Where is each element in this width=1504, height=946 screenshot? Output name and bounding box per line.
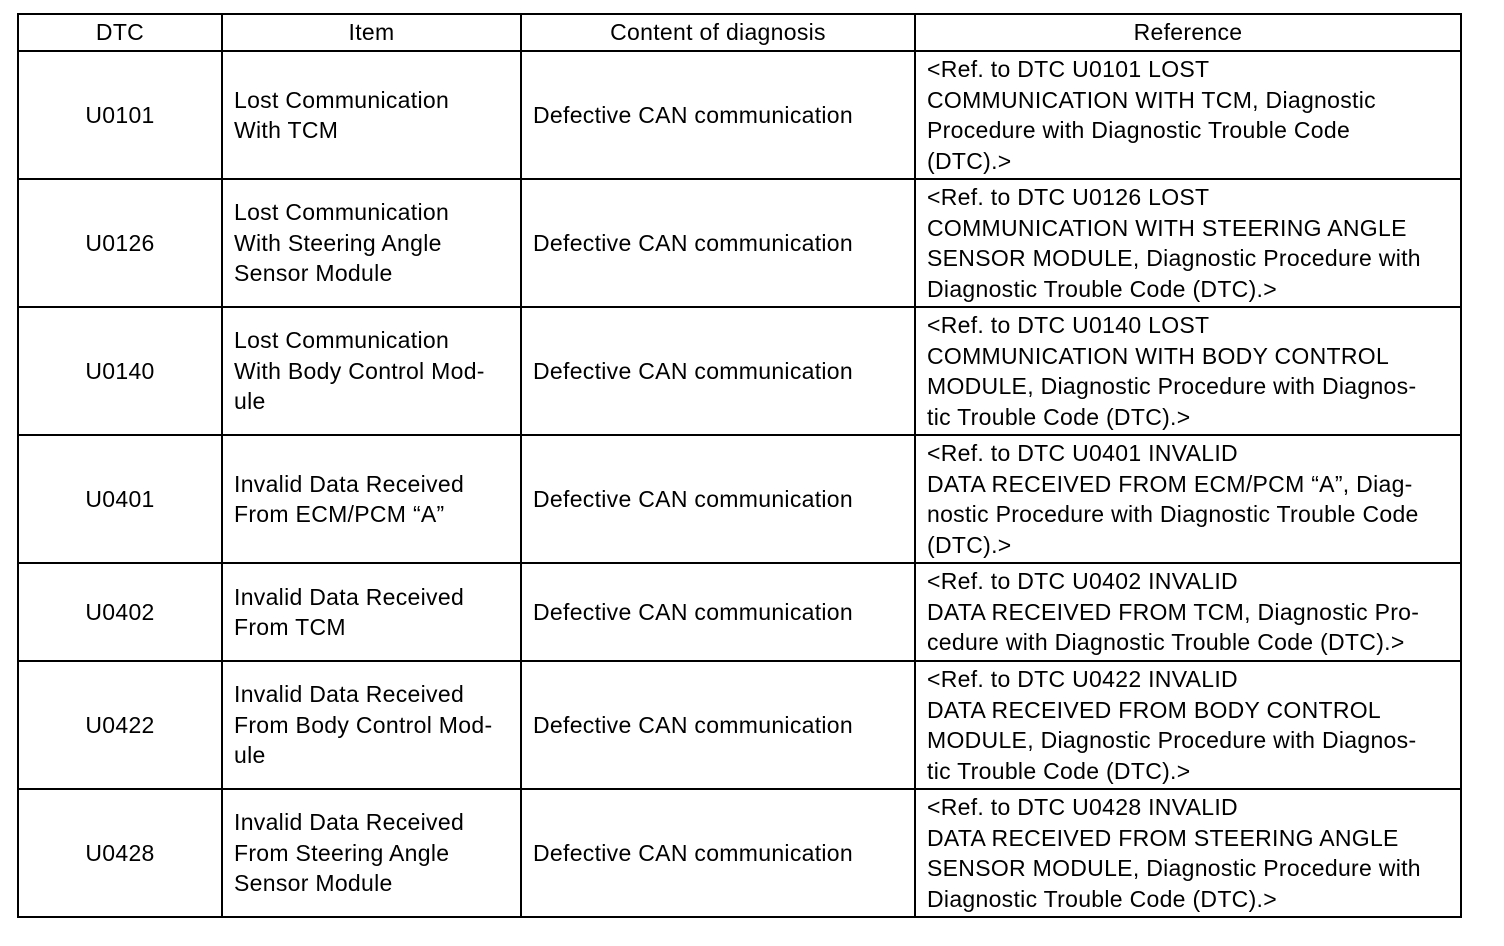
item-cell xyxy=(222,661,521,789)
header-row xyxy=(18,14,1461,51)
table-header xyxy=(18,14,1461,51)
dtc-code: U0101 xyxy=(18,51,222,179)
reference-line: Diagnostic Trouble Code (DTC).> xyxy=(927,885,1277,912)
reference-line: COMMUNICATION WITH BODY CONTROL xyxy=(927,342,1390,369)
reference-cell xyxy=(915,435,1461,563)
reference-line: DATA RECEIVED FROM STEERING ANGLE xyxy=(927,824,1399,851)
reference-line: <Ref. to DTC U0401 INVALID xyxy=(927,440,1238,466)
reference-line: MODULE, Diagnostic Procedure with Diagnos- xyxy=(927,727,1417,753)
dtc-code: U0140 xyxy=(18,307,222,435)
reference-line: <Ref. to DTC U0126 LOST xyxy=(927,184,1210,210)
item-cell xyxy=(222,179,521,307)
reference-cell xyxy=(915,789,1461,917)
reference-line: <Ref. to DTC U0140 LOST xyxy=(927,312,1210,338)
reference-line: Diagnostic Trouble Code (DTC).> xyxy=(927,275,1277,302)
reference-line: DATA RECEIVED FROM BODY CONTROL xyxy=(927,696,1382,723)
header-reference: Reference xyxy=(915,14,1461,51)
table-row xyxy=(18,307,1461,435)
item-line: Invalid Data Received xyxy=(234,681,465,708)
reference-cell xyxy=(915,179,1461,307)
content-cell: Defective CAN communication xyxy=(521,661,915,789)
reference-cell xyxy=(915,661,1461,789)
header-item: Item xyxy=(222,14,521,51)
dtc-code: U0428 xyxy=(18,789,222,917)
reference-line: (DTC).> xyxy=(927,147,1012,174)
dtc-code: U0422 xyxy=(18,661,222,789)
content-cell: Defective CAN communication xyxy=(521,179,915,307)
reference-line: Procedure with Diagnostic Trouble Code xyxy=(927,117,1351,143)
item-line: ule xyxy=(234,388,266,415)
item-line: From Body Control Mod- xyxy=(234,711,493,738)
item-line: Invalid Data Received xyxy=(234,583,465,610)
reference-line: tic Trouble Code (DTC).> xyxy=(927,403,1191,430)
reference-line: cedure with Diagnostic Trouble Code (DTC).> xyxy=(927,629,1405,656)
reference-cell xyxy=(915,51,1461,179)
reference-line: <Ref. to DTC U0428 INVALID xyxy=(927,794,1238,820)
item-line: From TCM xyxy=(234,614,346,640)
item-line: Invalid Data Received xyxy=(234,809,465,836)
table-row xyxy=(18,563,1461,661)
dtc-code: U0402 xyxy=(18,563,222,661)
reference-line: SENSOR MODULE, Diagnostic Procedure with xyxy=(927,245,1421,271)
reference-line: COMMUNICATION WITH TCM, Diagnostic xyxy=(927,86,1376,113)
item-line: ule xyxy=(234,742,266,769)
table-row xyxy=(18,661,1461,789)
item-line: Sensor Module xyxy=(234,870,393,897)
content-cell: Defective CAN communication xyxy=(521,563,915,661)
header-content: Content of diagnosis xyxy=(521,14,915,51)
table-body xyxy=(18,51,1461,917)
reference-line: COMMUNICATION WITH STEERING ANGLE xyxy=(927,214,1407,241)
item-cell xyxy=(222,435,521,563)
item-line: With Body Control Mod- xyxy=(234,357,485,384)
table-row xyxy=(18,51,1461,179)
reference-line: MODULE, Diagnostic Procedure with Diagnos- xyxy=(927,373,1417,399)
reference-cell xyxy=(915,563,1461,661)
item-line: Lost Communication xyxy=(234,327,450,354)
reference-line: <Ref. to DTC U0422 INVALID xyxy=(927,666,1238,692)
item-cell xyxy=(222,51,521,179)
table-row xyxy=(18,179,1461,307)
table-row xyxy=(18,789,1461,917)
item-line: Lost Communication xyxy=(234,86,450,113)
dtc-table xyxy=(17,13,1462,918)
content-cell: Defective CAN communication xyxy=(521,307,915,435)
header-dtc: DTC xyxy=(18,14,222,51)
reference-cell xyxy=(915,307,1461,435)
item-line: From Steering Angle xyxy=(234,839,450,866)
dtc-code: U0401 xyxy=(18,435,222,563)
item-cell xyxy=(222,563,521,661)
item-cell xyxy=(222,789,521,917)
content-cell: Defective CAN communication xyxy=(521,435,915,563)
reference-line: DATA RECEIVED FROM TCM, Diagnostic Pro- xyxy=(927,598,1420,625)
item-line: With Steering Angle xyxy=(234,229,442,256)
item-cell xyxy=(222,307,521,435)
item-line: From ECM/PCM “A” xyxy=(234,501,445,527)
reference-line: (DTC).> xyxy=(927,531,1012,558)
item-line: With TCM xyxy=(234,117,339,143)
reference-line: SENSOR MODULE, Diagnostic Procedure with xyxy=(927,855,1421,881)
item-line: Lost Communication xyxy=(234,199,450,226)
dtc-code: U0126 xyxy=(18,179,222,307)
reference-line: nostic Procedure with Diagnostic Trouble Code xyxy=(927,501,1419,527)
content-cell: Defective CAN communication xyxy=(521,51,915,179)
item-line: Invalid Data Received xyxy=(234,470,465,497)
reference-line: tic Trouble Code (DTC).> xyxy=(927,757,1191,784)
reference-line: DATA RECEIVED FROM ECM/PCM “A”, Diag- xyxy=(927,470,1413,497)
reference-line: <Ref. to DTC U0402 INVALID xyxy=(927,568,1238,595)
content-cell: Defective CAN communication xyxy=(521,789,915,917)
reference-line: <Ref. to DTC U0101 LOST xyxy=(927,56,1210,82)
item-line: Sensor Module xyxy=(234,260,393,287)
table-row xyxy=(18,435,1461,563)
